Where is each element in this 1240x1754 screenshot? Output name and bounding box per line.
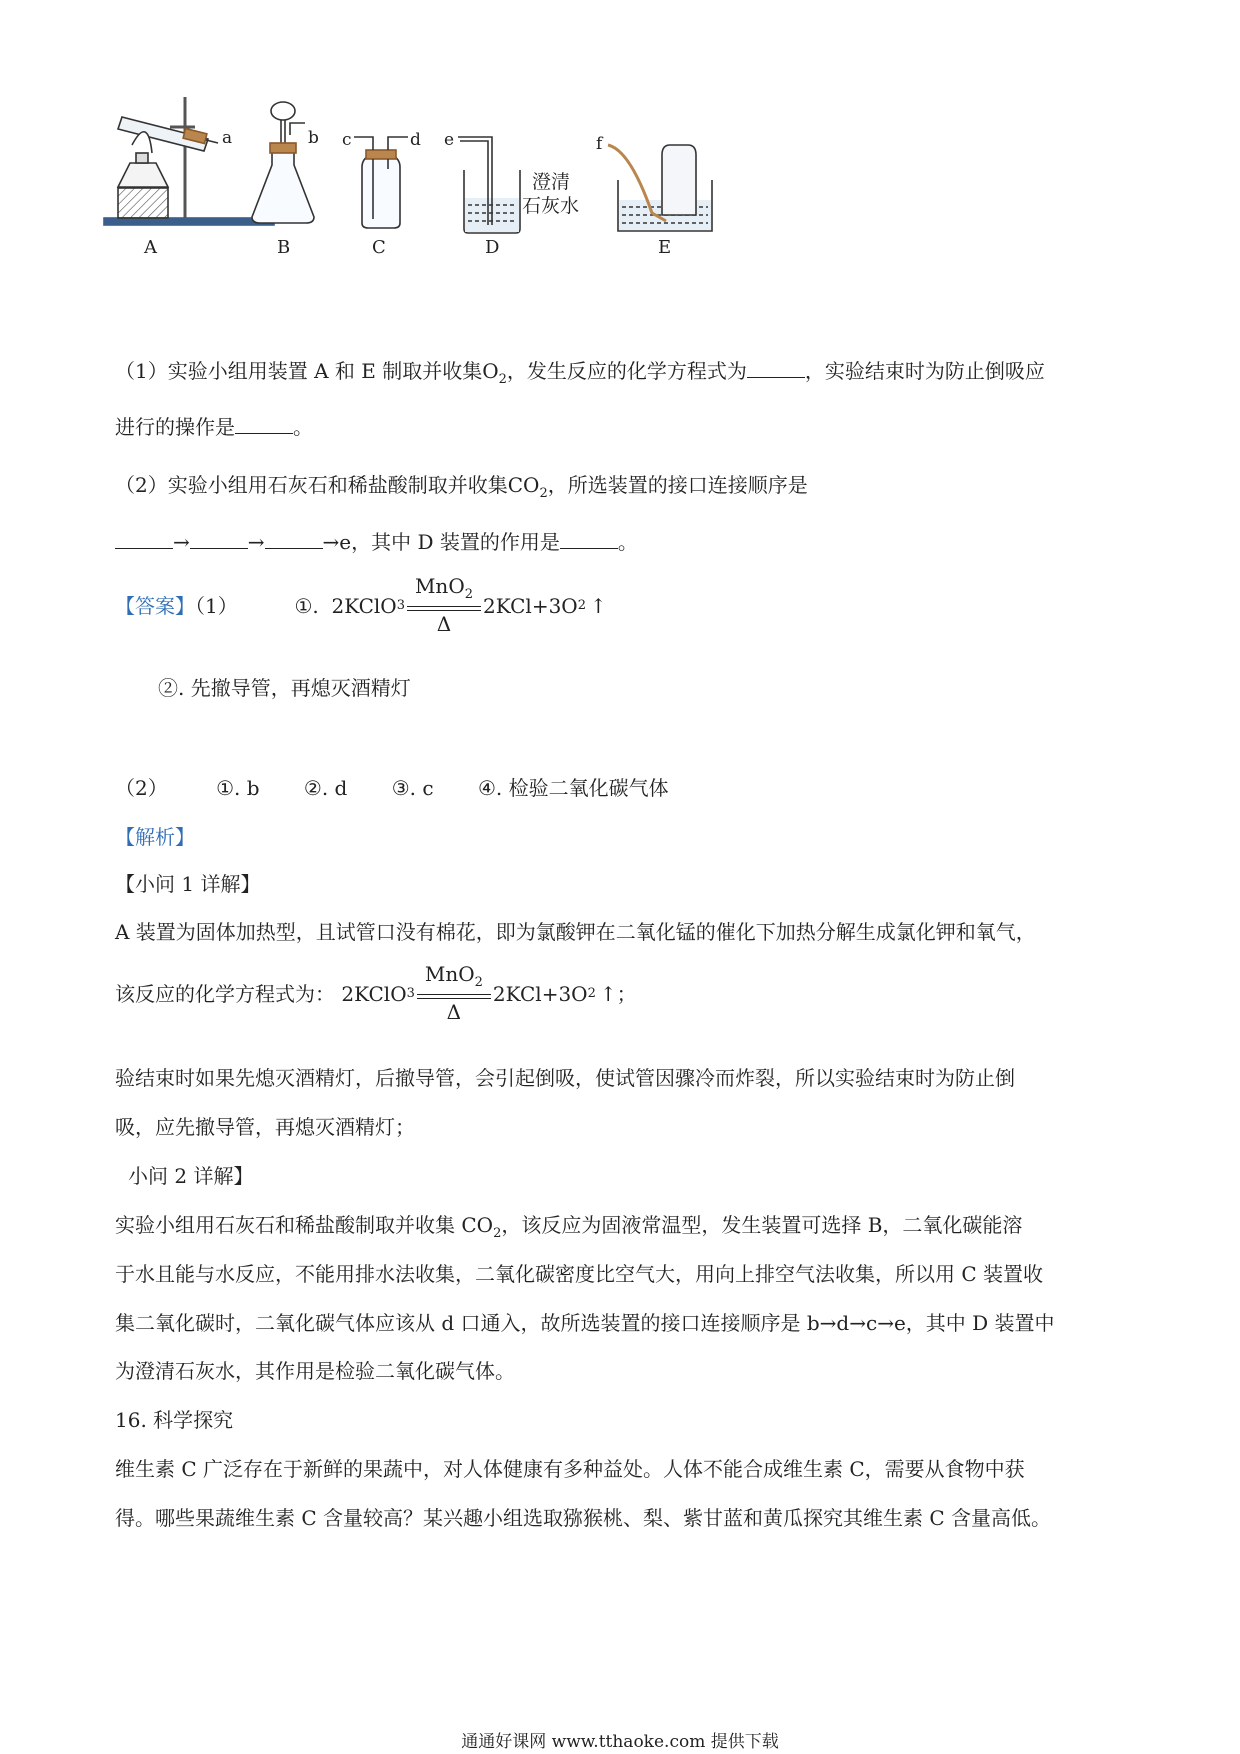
section-16-p1: 维生素 C 广泛存在于新鲜的果蔬中，对人体健康有多种益处。人体不能合成维生素 C，需要从食物中获 bbox=[115, 1457, 1025, 1481]
port-d: d bbox=[410, 130, 421, 150]
subquestion-1-title: 【小问 1 详解】 bbox=[115, 872, 261, 896]
analysis-p1: A 装置为固体加热型，且试管口没有棉花，即为氯酸钾在二氧化锰的催化下加热分解生成氯化钾和氧气， bbox=[115, 920, 1036, 944]
analysis-p7: 集二氧化碳时，二氧化碳气体应该从 d 口通入，故所选装置的接口连接顺序是 b→d→c→e，其中 D 装置中 bbox=[115, 1311, 1055, 1335]
answer-label: 【答案】 bbox=[115, 594, 195, 618]
page-footer: 通通好课网 www.tthaoke.com 提供下载 bbox=[461, 1732, 779, 1752]
answer-q2: （2） ①. b ②. d ③. c ④. 检验二氧化碳气体 bbox=[115, 776, 669, 800]
analysis-label: 【解析】 bbox=[115, 825, 195, 849]
question-2-line-1: （2）实验小组用石灰石和稀盐酸制取并收集$CO_2$，所选装置的接口连接顺序是 bbox=[115, 473, 808, 501]
question-1-line-2: 进行的操作是 。 bbox=[115, 415, 313, 439]
section-16-title: 16. 科学探究 bbox=[115, 1408, 234, 1432]
analysis-p8: 为澄清石灰水，其作用是检验二氧化碳气体。 bbox=[115, 1359, 515, 1383]
label-E: E bbox=[658, 237, 672, 258]
question-1-line-1: （1）实验小组用装置 A 和 E 制取并收集$O_2$，发生反应的化学方程式为 ，实验结束时为防止倒吸应 bbox=[115, 359, 1045, 387]
answer-line-1: 【答案】（1） ①. 2KClO 3 MnO$_2$ Δ 2KCl+3O 2 ↑ bbox=[115, 574, 607, 636]
port-f: f bbox=[596, 134, 603, 154]
answer-item-2: ②. 先撤导管，再熄灭酒精灯 bbox=[158, 676, 411, 700]
analysis-p6: 于水且能与水反应，不能用排水法收集，二氧化碳密度比空气大，用向上排空气法收集，所以用 C 装置收 bbox=[115, 1262, 1044, 1286]
analysis-equation-line: 该反应的化学方程式为： 2KClO 3 MnO$_2$ Δ 2KCl+3O 2 ↑ ； bbox=[115, 962, 637, 1024]
subquestion-2-title: 小问 2 详解】 bbox=[128, 1164, 254, 1188]
question-2-line-2: → → →e，其中 D 装置的作用是 。 bbox=[115, 528, 638, 556]
port-a: a bbox=[222, 128, 233, 148]
apparatus-figure bbox=[100, 95, 830, 285]
analysis-p5: 实验小组用石灰石和稀盐酸制取并收集 $CO_2$，该反应为固液常温型，发生装置可选择 B，二氧化碳能溶 bbox=[115, 1213, 1023, 1241]
label-C: C bbox=[372, 237, 386, 258]
port-c: c bbox=[342, 130, 352, 150]
limewater-label-2: 石灰水 bbox=[522, 195, 580, 217]
label-D: D bbox=[485, 237, 500, 258]
label-A: A bbox=[144, 237, 157, 258]
limewater-label-1: 澄清 bbox=[532, 171, 571, 193]
analysis-p3: 验结束时如果先熄灭酒精灯，后撤导管，会引起倒吸，使试管因骤冷而炸裂，所以实验结束时为防止倒 bbox=[115, 1066, 1015, 1090]
port-b: b bbox=[308, 128, 319, 148]
label-B: B bbox=[277, 237, 291, 258]
analysis-p4: 吸，应先撤导管，再熄灭酒精灯； bbox=[115, 1115, 415, 1139]
port-e: e bbox=[444, 130, 455, 150]
answer-equation: 2KClO 3 MnO$_2$ Δ 2KCl+3O 2 ↑ bbox=[331, 574, 607, 636]
section-16-p2: 得。哪些果蔬维生素 C 含量较高？某兴趣小组选取猕猴桃、梨、紫甘蓝和黄瓜探究其维生素 C 含量高低。 bbox=[115, 1506, 1052, 1530]
